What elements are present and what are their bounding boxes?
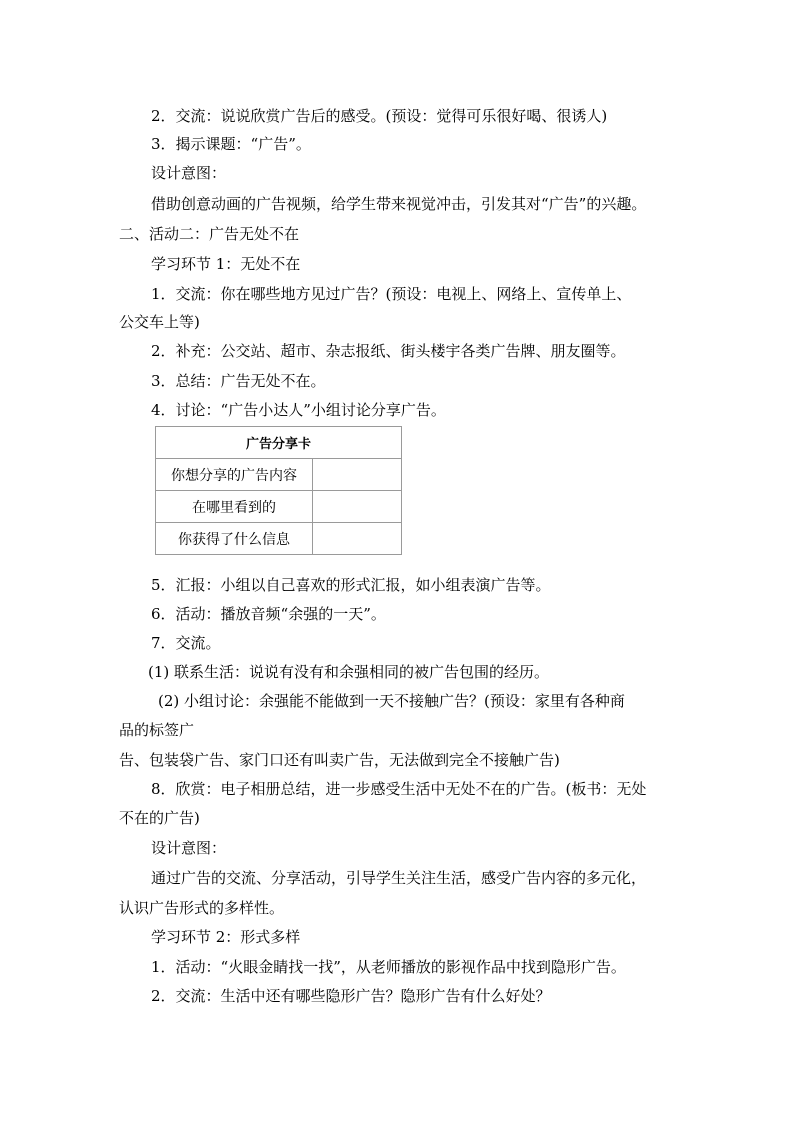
table-row [156, 459, 402, 491]
text-line: 2．补充：公交站、超市、杂志报纸、街头楼宇各类广告牌、朋友圈等。 [151, 342, 626, 360]
text-line: 2．交流：生活中还有哪些隐形广告？隐形广告有什么好处？ [151, 987, 551, 1005]
table-blank-cell [313, 491, 402, 523]
table-label: 在哪里看到的 [156, 491, 313, 523]
share-card-table [155, 426, 402, 555]
text-line: 设计意图： [151, 164, 227, 182]
text-line: 8．欣赏：电子相册总结，进一步感受生活中无处不在的广告。(板书：无处 [151, 780, 647, 798]
text-line: 设计意图： [151, 839, 227, 857]
text-line: 5．汇报：小组以自己喜欢的形式汇报，如小组表演广告等。 [151, 576, 551, 594]
text-line: 1．交流：你在哪些地方见过广告？(预设：电视上、网络上、宣传单上、 [151, 285, 632, 303]
table-row [156, 491, 402, 523]
share-card-title: 广告分享卡 [156, 427, 402, 459]
text-line: 借助创意动画的广告视频，给学生带来视觉冲击，引发其对“广告”的兴趣。 [151, 195, 647, 213]
table-row [156, 523, 402, 555]
text-line: 告、包装袋广告、家门口还有叫卖广告，无法做到完全不接触广告) [119, 751, 560, 769]
text-line: 6．活动：播放音频“余强的一天”。 [151, 605, 386, 623]
text-line: (2) 小组讨论：余强能不能做到一天不接触广告？(预设：家里有各种商 [158, 692, 625, 710]
table-blank-cell [313, 523, 402, 555]
section-heading: 二、活动二：广告无处不在 [119, 225, 300, 243]
table-blank-cell [313, 459, 402, 491]
text-line: 1．活动：“火眼金睛找一找”，从老师播放的影视作品中找到隐形广告。 [151, 958, 626, 976]
text-line: 7．交流。 [151, 634, 221, 652]
text-line: 通过广告的交流、分享活动，引导学生关注生活，感受广告内容的多元化， [151, 869, 647, 887]
text-line: 认识广告形式的多样性。 [119, 899, 285, 917]
text-line: 3．总结：广告无处不在。 [151, 372, 326, 390]
table-label: 你想分享的广告内容 [156, 459, 313, 491]
text-line: 3．揭示课题：“广告”。 [151, 135, 311, 153]
text-line: 不在的广告) [119, 809, 200, 827]
text-line: 4．讨论：“广告小达人”小组讨论分享广告。 [151, 401, 446, 419]
table-label: 你获得了什么信息 [156, 523, 313, 555]
text-line: 品的标签广 [119, 721, 195, 739]
text-line: 2．交流：说说欣赏广告后的感受。(预设：觉得可乐很好喝、很诱人) [151, 107, 608, 125]
text-line: (1) 联系生活：说说有没有和余强相同的被广告包围的经历。 [148, 663, 550, 681]
subsection-heading: 学习环节 1：无处不在 [151, 255, 301, 273]
text-line: 公交车上等) [119, 313, 200, 331]
subsection-heading: 学习环节 2：形式多样 [151, 928, 301, 946]
